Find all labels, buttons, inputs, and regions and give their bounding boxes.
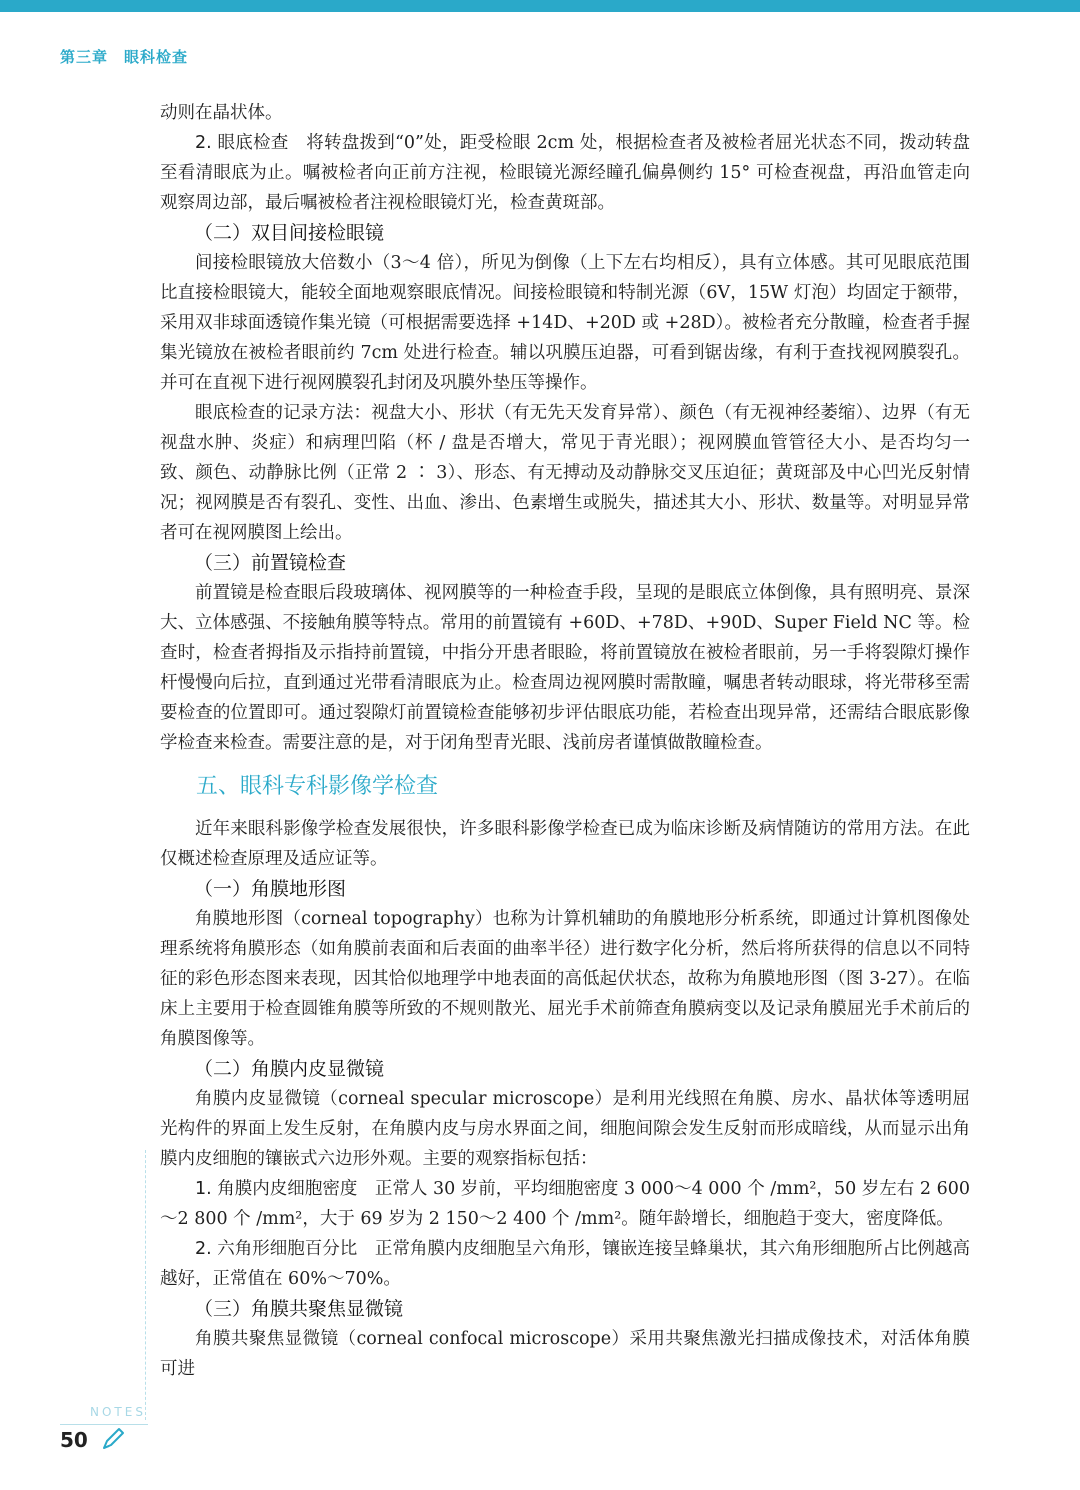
paragraph: 近年来眼科影像学检查发展很快，许多眼科影像学检查已成为临床诊断及病情随访的常用方法。在此仅概述检查原理及适应证等。 (160, 819, 970, 869)
item-text: 正常角膜内皮细胞呈六角形，镶嵌连接呈蜂巢状，其六角形细胞所占比例越高越好，正常值在 60%～70%。 (160, 1239, 970, 1289)
item-lead: 2. 眼底检查 (195, 133, 289, 153)
paragraph (160, 1234, 970, 1294)
page-content (160, 98, 970, 1384)
subsection-heading: （一）角膜地形图 (194, 878, 347, 900)
paragraph: 角膜地形图（corneal topography）也称为计算机辅助的角膜地形分析系统，即通过计算机图像处理系统将角膜形态（如角膜前表面和后表面的曲率半径）进行数字化分析，然后将所获得的信息以不同特征的彩色形态图来表现，因其恰似地理学中地表面的高低起伏状态，故称为角膜地形图（图 3-27）。在临床上主要用于检查圆锥角膜等所致的不规则散光、屈光手术前筛查角膜病变以及记录角膜屈光手术前后的角膜图像等。 (160, 909, 970, 1049)
chapter-title: 第三章 眼科检查 (60, 48, 189, 66)
subsection-heading: （三）角膜共聚焦显微镜 (194, 1298, 404, 1320)
item-lead: 1. 角膜内皮细胞密度 (195, 1179, 358, 1199)
subsection-heading: （二）双目间接检眼镜 (194, 222, 385, 244)
paragraph: 动则在晶状体。 (160, 103, 283, 123)
notes-divider (145, 1150, 146, 1420)
item-text: 正常人 30 岁前，平均细胞密度 3 000～4 000 个 /mm²，50 岁左右 2 600～2 800 个 /mm²，大于 69 岁为 2 150～2 400 个 /mm²。随年龄增长，细胞趋于变大，密度降低。 (160, 1179, 970, 1229)
paragraph (160, 128, 970, 218)
item-lead: 2. 六角形细胞百分比 (195, 1239, 358, 1259)
paragraph: 前置镜是检查眼后段玻璃体、视网膜等的一种检查手段，呈现的是眼底立体倒像，具有照明亮、景深大、立体感强、不接触角膜等特点。常用的前置镜有 +60D、+78D、+90D、Super Field NC 等。检查时，检查者拇指及示指持前置镜，中指分开患者眼睑，将前置镜放在被检者眼前，另一手将裂隙灯操作杆慢慢向后拉，直到通过光带看清眼底为止。检查周边视网膜时需散瞳，嘱患者转动眼球，将光带移至需要检查的位置即可。通过裂隙灯前置镜检查能够初步评估眼底功能，若检查出现异常，还需结合眼底影像学检查来检查。需要注意的是，对于闭角型青光眼、浅前房者谨慎做散瞳检查。 (160, 583, 970, 753)
paragraph: 角膜共聚焦显微镜（corneal confocal microscope）采用共聚焦激光扫描成像技术，对活体角膜可进 (160, 1329, 970, 1379)
page-number: 50 (60, 1428, 88, 1452)
notes-label: NOTES (90, 1405, 146, 1419)
subsection-heading: （三）前置镜检查 (194, 552, 347, 574)
paragraph: 间接检眼镜放大倍数小（3～4 倍），所见为倒像（上下左右均相反），具有立体感。其可见眼底范围比直接检眼镜大，能较全面地观察眼底情况。间接检眼镜和特制光源（6V，15W 灯泡）均固定于额带，采用双非球面透镜作集光镜（可根据需要选择 +14D、+20D 或 +28D）。被检者充分散瞳，检查者手握集光镜放在被检者眼前约 7cm 处进行检查。辅以巩膜压迫器，可看到锯齿缘，有利于查找视网膜裂孔。并可在直视下进行视网膜裂孔封闭及巩膜外垫压等操作。 (160, 253, 970, 393)
paragraph: 角膜内皮显微镜（corneal specular microscope）是利用光线照在角膜、房水、晶状体等透明屈光构件的界面上发生反射，在角膜内皮与房水界面之间，细胞间隙会发生反射而形成暗线，从而显示出角膜内皮细胞的镶嵌式六边形外观。主要的观察指标包括： (160, 1089, 970, 1169)
paragraph: 眼底检查的记录方法：视盘大小、形状（有无先天发育异常）、颜色（有无视神经萎缩）、边界（有无视盘水肿、炎症）和病理凹陷（杯 / 盘是否增大，常见于青光眼）；视网膜血管管径大小、是否均匀一致、颜色、动静脉比例（正常 2 ∶ 3）、形态、有无搏动及动静脉交叉压迫征；黄斑部及中心凹光反射情况；视网膜是否有裂孔、变性、出血、渗出、色素增生或脱失，描述其大小、形状、数量等。对明显异常者可在视网膜图上绘出。 (160, 403, 970, 543)
item-text: 将转盘拨到“0”处，距受检眼 2cm 处，根据检查者及被检者屈光状态不同，拨动转盘至看清眼底为止。嘱被检者向正前方注视，检眼镜光源经瞳孔偏鼻侧约 15° 可检查视盘，再沿血管走向观察周边部，最后嘱被检者注视检眼镜灯光，检查黄斑部。 (160, 133, 971, 213)
paragraph (160, 1174, 970, 1234)
section-heading: 五、眼科专科影像学检查 (196, 774, 439, 799)
pencil-icon (98, 1424, 128, 1454)
subsection-heading: （二）角膜内皮显微镜 (194, 1058, 385, 1080)
header-bar (0, 0, 1080, 12)
